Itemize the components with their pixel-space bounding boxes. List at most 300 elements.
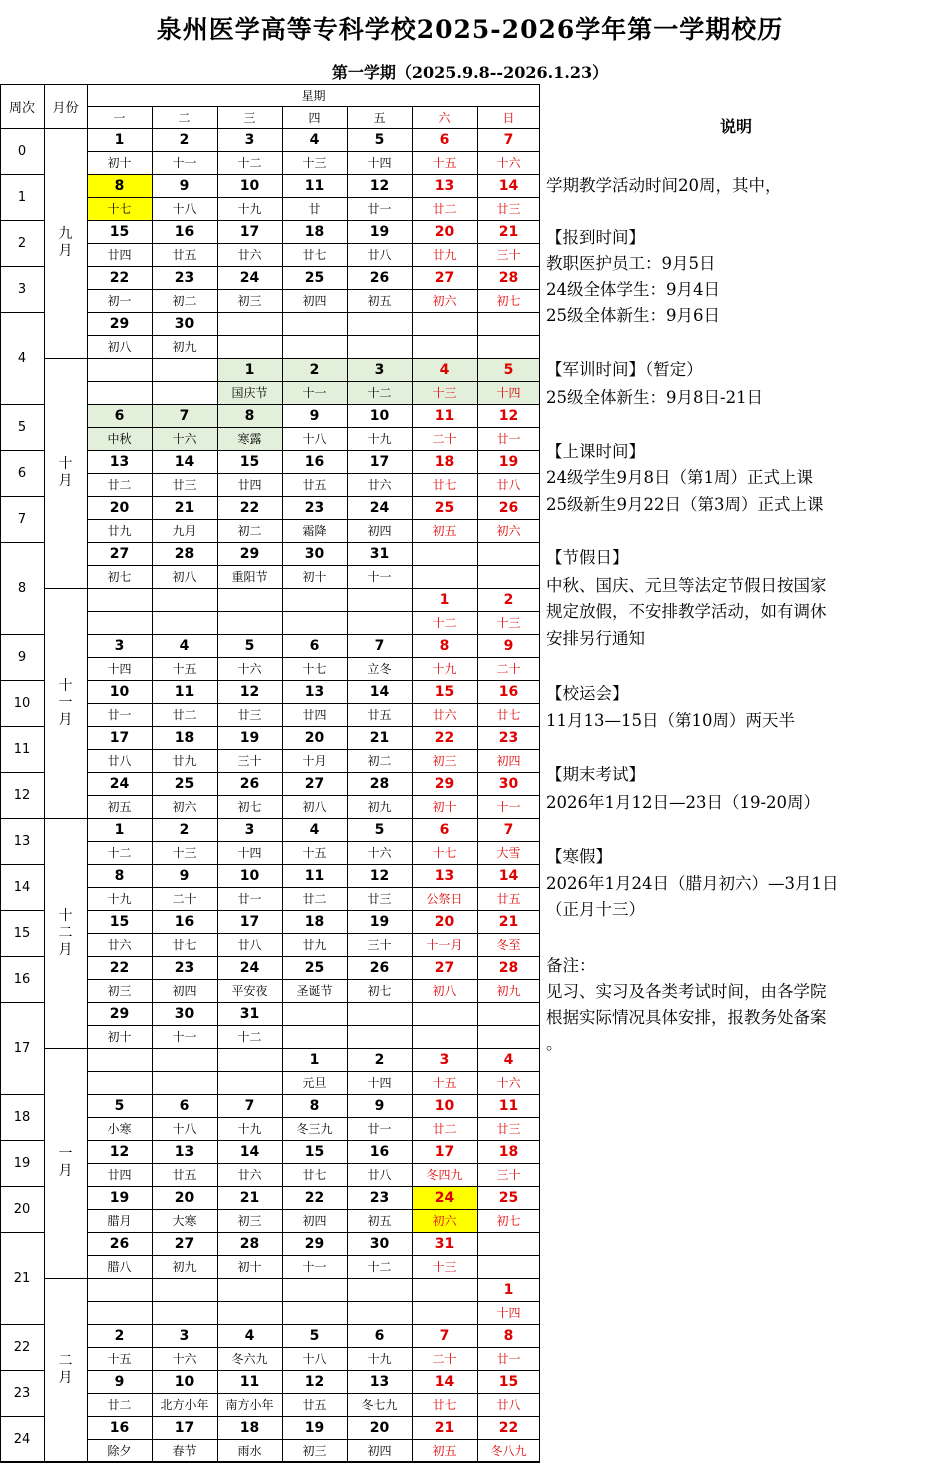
date-cell: 11 <box>239 1373 260 1390</box>
date-cell: 23 <box>498 729 519 746</box>
lunar-cell: 初八 <box>432 984 457 998</box>
date-cell: 16 <box>174 223 195 240</box>
date-cell <box>412 312 477 335</box>
grid-line <box>0 1370 44 1371</box>
header-day-1: 二 <box>178 110 191 125</box>
date-cell: 30 <box>304 545 325 562</box>
grid-line <box>0 818 44 819</box>
date-cell: 27 <box>434 269 455 286</box>
lunar-cell: 廿四 <box>107 1168 132 1182</box>
grid-line <box>87 864 540 865</box>
grid-line <box>0 1324 44 1325</box>
week-number: 4 <box>17 350 27 366</box>
date-cell: 15 <box>109 223 130 240</box>
date-cell: 29 <box>109 1005 130 1022</box>
lunar-cell: 廿八 <box>496 478 521 492</box>
notes-line: 【节假日】 <box>546 548 629 567</box>
date-cell: 26 <box>239 775 260 792</box>
date-cell: 26 <box>369 269 390 286</box>
date-cell: 22 <box>109 959 130 976</box>
date-cell: 25 <box>174 775 195 792</box>
lunar-cell <box>412 335 477 358</box>
lunar-cell: 廿九 <box>107 524 132 538</box>
lunar-cell: 廿七 <box>432 478 457 492</box>
lunar-cell: 十月 <box>302 754 327 768</box>
lunar-cell: 十七 <box>87 197 152 220</box>
date-cell: 9 <box>374 1097 385 1114</box>
lunar-cell <box>217 335 282 358</box>
date-cell: 23 <box>174 959 195 976</box>
grid-line <box>412 106 413 1462</box>
lunar-cell <box>347 335 412 358</box>
date-cell: 18 <box>174 729 195 746</box>
lunar-cell: 廿一 <box>367 202 392 216</box>
lunar-cell: 十六 <box>496 156 521 170</box>
date-cell: 1 <box>114 131 125 148</box>
week-number: 19 <box>13 1155 31 1171</box>
date-cell: 31 <box>434 1235 455 1252</box>
date-cell: 10 <box>174 1373 195 1390</box>
date-cell: 3 <box>244 821 255 838</box>
date-cell: 18 <box>304 223 325 240</box>
date-cell: 28 <box>498 959 519 976</box>
date-cell: 3 <box>347 358 412 381</box>
lunar-cell: 十四 <box>367 1076 392 1090</box>
date-cell: 24 <box>239 959 260 976</box>
lunar-cell: 初七 <box>496 1214 521 1228</box>
lunar-cell: 廿一 <box>237 892 262 906</box>
lunar-cell: 初八 <box>302 800 327 814</box>
lunar-cell <box>412 1301 477 1324</box>
date-cell: 1 <box>503 1281 514 1298</box>
lunar-cell: 十一月 <box>426 938 463 952</box>
lunar-cell: 廿九 <box>302 938 327 952</box>
date-cell: 30 <box>174 315 195 332</box>
grid-line <box>87 841 540 842</box>
grid-line <box>87 1462 540 1463</box>
lunar-cell: 南方小年 <box>225 1398 274 1412</box>
lunar-cell: 雨水 <box>237 1444 262 1458</box>
lunar-cell: 大寒 <box>172 1214 197 1228</box>
date-cell <box>217 312 282 335</box>
notes-heading: 说明 <box>719 117 752 136</box>
grid-line <box>87 335 540 336</box>
grid-line <box>87 1255 540 1256</box>
lunar-cell: 十六 <box>152 427 217 450</box>
date-cell: 7 <box>374 637 385 654</box>
date-cell: 1 <box>309 1051 320 1068</box>
notes-line: 【校运会】 <box>546 684 629 703</box>
lunar-cell: 初九 <box>172 340 197 354</box>
grid-line <box>87 1209 540 1210</box>
date-cell: 18 <box>434 453 455 470</box>
grid-line <box>87 473 540 474</box>
lunar-cell <box>87 611 152 634</box>
lunar-cell: 十三 <box>496 616 521 630</box>
date-cell: 21 <box>174 499 195 516</box>
lunar-cell: 廿八 <box>237 938 262 952</box>
date-cell: 27 <box>304 775 325 792</box>
date-cell: 21 <box>239 1189 260 1206</box>
date-cell <box>477 542 540 565</box>
grid-line <box>0 174 44 175</box>
grid-line <box>0 772 44 773</box>
date-cell: 20 <box>109 499 130 516</box>
lunar-cell <box>152 1071 217 1094</box>
lunar-cell: 九月 <box>172 524 197 538</box>
grid-line <box>87 1324 540 1325</box>
lunar-cell: 初四 <box>367 524 392 538</box>
lunar-cell: 平安夜 <box>231 984 268 998</box>
date-cell: 2 <box>179 131 190 148</box>
month-label: 二月 <box>58 1353 73 1386</box>
date-cell: 14 <box>434 1373 455 1390</box>
date-cell: 15 <box>109 913 130 930</box>
lunar-cell: 初九 <box>172 1260 197 1274</box>
date-cell: 6 <box>374 1327 385 1344</box>
lunar-cell: 廿五 <box>367 708 392 722</box>
lunar-cell <box>152 381 217 404</box>
grid-line <box>477 106 478 1462</box>
lunar-cell: 廿七 <box>302 248 327 262</box>
lunar-cell: 北方小年 <box>160 1398 209 1412</box>
date-cell: 17 <box>109 729 130 746</box>
date-cell: 12 <box>109 1143 130 1160</box>
lunar-cell: 十八 <box>172 202 197 216</box>
lunar-cell: 十七 <box>432 846 457 860</box>
grid-line <box>87 680 540 681</box>
lunar-cell: 十四 <box>496 1306 521 1320</box>
date-cell: 12 <box>369 867 390 884</box>
lunar-cell: 初六 <box>172 800 197 814</box>
week-number: 2 <box>17 235 27 251</box>
grid-line <box>87 542 540 543</box>
week-number: 14 <box>13 879 31 895</box>
date-cell: 28 <box>239 1235 260 1252</box>
date-cell: 17 <box>239 913 260 930</box>
date-cell: 20 <box>304 729 325 746</box>
grid-line <box>87 657 540 658</box>
month-label: 一月 <box>58 1146 73 1179</box>
lunar-cell: 廿三 <box>172 478 197 492</box>
week-number: 11 <box>13 741 31 757</box>
lunar-cell: 三十 <box>496 1168 521 1182</box>
grid-line <box>282 106 283 1462</box>
lunar-cell: 冬至 <box>496 938 521 952</box>
date-cell: 8 <box>439 637 450 654</box>
date-cell: 14 <box>174 453 195 470</box>
date-cell: 12 <box>498 407 519 424</box>
lunar-cell: 初三 <box>237 294 262 308</box>
grid-line <box>152 106 153 1462</box>
grid-line <box>44 1048 87 1049</box>
notes-line: 2026年1月24日（腊月初六）—3月1日 <box>546 874 839 893</box>
date-cell: 9 <box>309 407 320 424</box>
lunar-cell: 重阳节 <box>231 570 268 584</box>
date-cell: 17 <box>369 453 390 470</box>
lunar-cell: 冬六九 <box>231 1352 268 1366</box>
grid-line <box>87 1439 540 1440</box>
date-cell: 2 <box>179 821 190 838</box>
grid-line <box>87 519 540 520</box>
date-cell <box>87 1278 152 1301</box>
grid-line <box>87 887 540 888</box>
date-cell: 10 <box>239 867 260 884</box>
lunar-cell: 廿三 <box>496 202 521 216</box>
header-day-3: 四 <box>308 110 321 125</box>
lunar-cell: 二十 <box>172 892 197 906</box>
grid-line <box>87 1002 540 1003</box>
date-cell: 12 <box>369 177 390 194</box>
date-cell <box>347 1278 412 1301</box>
lunar-cell: 圣诞节 <box>296 984 333 998</box>
date-cell: 8 <box>503 1327 514 1344</box>
notes-line: 25级新生9月22日（第3周）正式上课 <box>546 495 824 514</box>
date-cell: 8 <box>217 404 282 427</box>
lunar-cell: 廿三 <box>496 1122 521 1136</box>
lunar-cell: 廿一 <box>367 1122 392 1136</box>
date-cell: 19 <box>498 453 519 470</box>
grid-line <box>0 496 44 497</box>
grid-line <box>87 1140 540 1141</box>
grid-line <box>87 1370 540 1371</box>
grid-line <box>0 634 44 635</box>
lunar-cell: 中秋 <box>87 427 152 450</box>
lunar-cell: 廿五 <box>172 248 197 262</box>
date-cell: 9 <box>179 867 190 884</box>
lunar-cell: 十一 <box>496 800 521 814</box>
date-cell <box>217 1048 282 1071</box>
month-label: 九月 <box>58 226 73 259</box>
grid-line <box>0 1094 44 1095</box>
lunar-cell: 初六 <box>432 294 457 308</box>
grid-line <box>87 1301 540 1302</box>
lunar-cell: 三十 <box>496 248 521 262</box>
date-cell <box>282 312 347 335</box>
grid-line <box>87 1186 540 1187</box>
notes-line: 【军训时间】（暂定） <box>546 360 703 379</box>
date-cell: 19 <box>239 729 260 746</box>
date-cell: 4 <box>412 358 477 381</box>
notes-line: 【上课时间】 <box>546 442 645 461</box>
date-cell: 21 <box>369 729 390 746</box>
date-cell: 25 <box>304 959 325 976</box>
date-cell <box>152 358 217 381</box>
grid-line <box>87 289 540 290</box>
lunar-cell: 廿六 <box>367 478 392 492</box>
lunar-cell: 二十 <box>496 662 521 676</box>
date-cell: 11 <box>174 683 195 700</box>
lunar-cell: 初五 <box>432 1444 457 1458</box>
lunar-cell: 十一 <box>302 1260 327 1274</box>
date-cell <box>152 1048 217 1071</box>
date-cell: 15 <box>498 1373 519 1390</box>
lunar-cell: 廿二 <box>432 1122 457 1136</box>
lunar-cell: 廿四 <box>302 708 327 722</box>
date-cell <box>477 312 540 335</box>
date-cell: 18 <box>304 913 325 930</box>
page-title: 泉州医学高等专科学校2025-2026学年第一学期校历 <box>156 15 784 44</box>
week-number: 24 <box>13 1431 31 1447</box>
grid-line <box>87 358 540 359</box>
date-cell: 14 <box>369 683 390 700</box>
lunar-cell <box>217 1071 282 1094</box>
lunar-cell: 初五 <box>367 1214 392 1228</box>
date-cell: 16 <box>174 913 195 930</box>
date-cell: 3 <box>179 1327 190 1344</box>
date-cell: 3 <box>114 637 125 654</box>
grid-line <box>44 358 87 359</box>
grid-line <box>0 956 44 957</box>
grid-line <box>87 1393 540 1394</box>
lunar-cell: 十四 <box>367 156 392 170</box>
lunar-cell: 十五 <box>432 1076 457 1090</box>
lunar-cell <box>282 335 347 358</box>
date-cell: 2 <box>374 1051 385 1068</box>
grid-line <box>0 680 44 681</box>
date-cell: 29 <box>109 315 130 332</box>
grid-line <box>0 910 44 911</box>
date-cell: 20 <box>434 223 455 240</box>
date-cell: 10 <box>369 407 390 424</box>
grid-line <box>87 496 540 497</box>
date-cell <box>412 1278 477 1301</box>
date-cell: 15 <box>304 1143 325 1160</box>
grid-line <box>44 1462 87 1463</box>
grid-line <box>0 220 44 221</box>
week-number: 13 <box>13 833 31 849</box>
lunar-cell: 廿七 <box>302 1168 327 1182</box>
lunar-cell: 十五 <box>432 156 457 170</box>
date-cell: 7 <box>503 131 514 148</box>
grid-line <box>87 818 540 819</box>
lunar-cell: 廿四 <box>237 478 262 492</box>
date-cell: 29 <box>239 545 260 562</box>
week-number: 9 <box>17 649 27 665</box>
date-cell: 2 <box>114 1327 125 1344</box>
lunar-cell <box>412 1025 477 1048</box>
grid-line <box>44 588 87 589</box>
lunar-cell: 廿二 <box>107 478 132 492</box>
week-number: 23 <box>13 1385 31 1401</box>
date-cell: 1 <box>217 358 282 381</box>
week-number: 18 <box>13 1109 31 1125</box>
date-cell: 5 <box>477 358 540 381</box>
grid-line <box>87 151 540 152</box>
grid-line <box>0 84 1 1462</box>
lunar-cell: 廿八 <box>367 1168 392 1182</box>
lunar-cell: 廿二 <box>302 892 327 906</box>
week-number: 17 <box>13 1040 31 1056</box>
date-cell: 24 <box>109 775 130 792</box>
lunar-cell: 十八 <box>302 432 327 446</box>
date-cell: 26 <box>109 1235 130 1252</box>
grid-line <box>0 1462 44 1463</box>
lunar-cell: 冬四九 <box>426 1168 463 1182</box>
grid-line <box>0 864 44 865</box>
grid-line <box>87 979 540 980</box>
date-cell: 13 <box>434 867 455 884</box>
lunar-cell: 初二 <box>237 524 262 538</box>
date-cell: 31 <box>239 1005 260 1022</box>
lunar-cell: 十九 <box>237 202 262 216</box>
date-cell: 29 <box>304 1235 325 1252</box>
date-cell: 13 <box>109 453 130 470</box>
grid-line <box>0 1186 44 1187</box>
month-label: 十一月 <box>58 677 73 728</box>
lunar-cell <box>477 1025 540 1048</box>
lunar-cell: 初七 <box>237 800 262 814</box>
lunar-cell: 十四 <box>107 662 132 676</box>
lunar-cell: 初七 <box>367 984 392 998</box>
lunar-cell: 冬八九 <box>490 1444 527 1458</box>
lunar-cell: 十九 <box>107 892 132 906</box>
date-cell <box>477 1232 540 1255</box>
date-cell: 5 <box>309 1327 320 1344</box>
date-cell: 24 <box>239 269 260 286</box>
lunar-cell: 小寒 <box>107 1122 132 1136</box>
grid-line <box>87 266 540 267</box>
lunar-cell <box>152 1301 217 1324</box>
date-cell: 4 <box>309 131 320 148</box>
date-cell: 8 <box>87 174 152 197</box>
lunar-cell: 十二 <box>432 616 457 630</box>
grid-line <box>0 450 44 451</box>
notes-line: 根据实际情况具体安排，报教务处备案 <box>546 1008 827 1027</box>
lunar-cell: 十八 <box>302 1352 327 1366</box>
lunar-cell: 廿九 <box>172 754 197 768</box>
lunar-cell: 二十 <box>432 432 457 446</box>
notes-line: 24级全体学生：9月4日 <box>546 280 720 299</box>
grid-line <box>87 749 540 750</box>
date-cell: 5 <box>374 821 385 838</box>
lunar-cell: 廿六 <box>107 938 132 952</box>
date-cell: 19 <box>369 913 390 930</box>
date-cell <box>217 588 282 611</box>
date-cell: 23 <box>369 1189 390 1206</box>
lunar-cell: 冬三九 <box>296 1122 333 1136</box>
lunar-cell: 初四 <box>302 294 327 308</box>
week-number: 8 <box>17 580 27 596</box>
date-cell: 6 <box>309 637 320 654</box>
lunar-cell: 十九 <box>367 1352 392 1366</box>
lunar-cell: 初六 <box>496 524 521 538</box>
date-cell: 8 <box>309 1097 320 1114</box>
lunar-cell: 廿一 <box>496 432 521 446</box>
week-number: 7 <box>17 511 27 527</box>
date-cell: 14 <box>498 177 519 194</box>
grid-line <box>87 312 540 313</box>
semester-subtitle: 第一学期（2025.9.8--2026.1.23） <box>331 63 609 82</box>
notes-line: 备注： <box>546 956 596 975</box>
date-cell: 11 <box>304 867 325 884</box>
lunar-cell: 初十 <box>432 800 457 814</box>
date-cell: 10 <box>239 177 260 194</box>
lunar-cell: 初十 <box>107 1030 132 1044</box>
date-cell: 23 <box>304 499 325 516</box>
lunar-cell: 初七 <box>496 294 521 308</box>
grid-line <box>44 84 45 1462</box>
date-cell: 22 <box>239 499 260 516</box>
lunar-cell <box>217 611 282 634</box>
grid-line <box>87 795 540 796</box>
lunar-cell: 十五 <box>172 662 197 676</box>
date-cell: 16 <box>369 1143 390 1160</box>
date-cell <box>347 1002 412 1025</box>
grid-line <box>87 956 540 957</box>
lunar-cell: 十九 <box>237 1122 262 1136</box>
lunar-cell: 十二 <box>237 1030 262 1044</box>
